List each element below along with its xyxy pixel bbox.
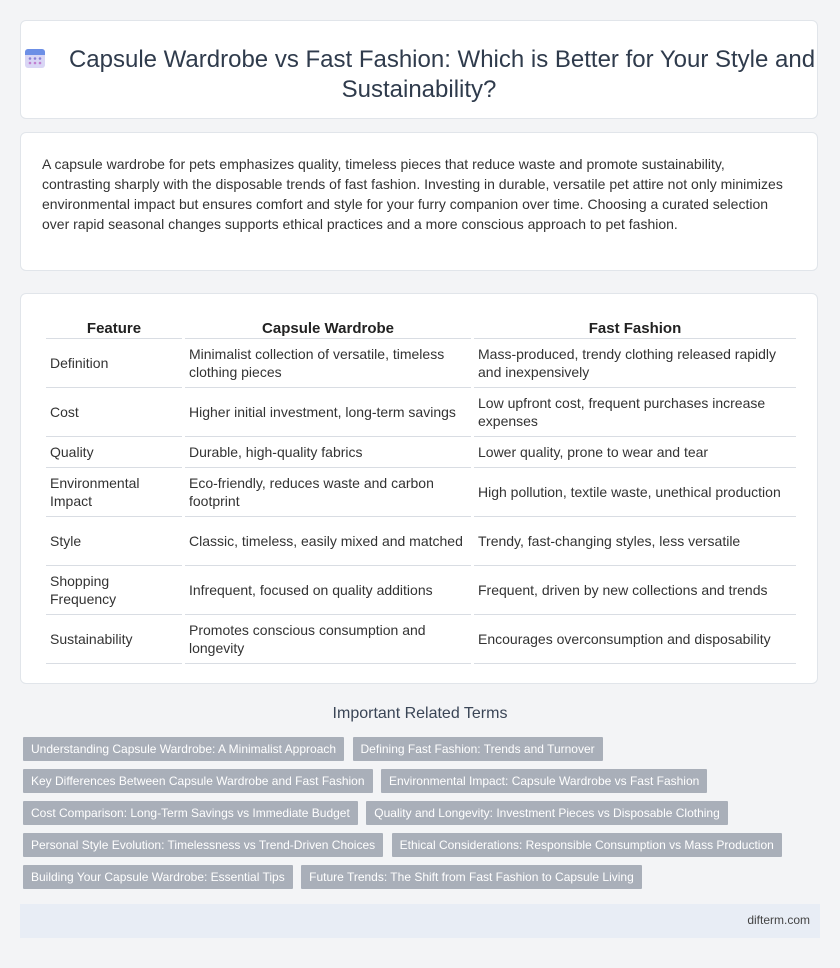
table-cell: Lower quality, prone to wear and tear (474, 437, 796, 468)
related-term-tag[interactable]: Cost Comparison: Long-Term Savings vs Immediate Budget (23, 801, 358, 825)
table-cell: Shopping Frequency (46, 566, 182, 615)
table-cell: Cost (46, 388, 182, 437)
table-row (46, 615, 796, 664)
column-header-capsule: Capsule Wardrobe (185, 316, 471, 339)
table-cell: Sustainability (46, 615, 182, 664)
related-term-tag[interactable]: Environmental Impact: Capsule Wardrobe vs Fast Fashion (381, 769, 707, 793)
related-term-tag[interactable]: Quality and Longevity: Investment Pieces vs Disposable Clothing (366, 801, 728, 825)
column-header-fast-fashion: Fast Fashion (474, 316, 796, 339)
table-cell: Higher initial investment, long-term savings (185, 388, 471, 437)
related-term-tag[interactable]: Key Differences Between Capsule Wardrobe and Fast Fashion (23, 769, 373, 793)
comparison-card (20, 293, 818, 684)
table-cell: Encourages overconsumption and disposability (474, 615, 796, 664)
table-row (46, 339, 796, 388)
footer (20, 904, 820, 938)
related-term-tag[interactable]: Personal Style Evolution: Timelessness vs Trend-Driven Choices (23, 833, 383, 857)
table-row (46, 517, 796, 566)
calendar-grid-icon (23, 46, 47, 70)
related-term-tag[interactable]: Building Your Capsule Wardrobe: Essential Tips (23, 865, 293, 889)
table-row (46, 566, 796, 615)
related-term-tag[interactable]: Ethical Considerations: Responsible Consumption vs Mass Production (392, 833, 782, 857)
table-header-row (46, 316, 796, 339)
table-cell: Minimalist collection of versatile, timeless clothing pieces (185, 339, 471, 388)
table-cell: Trendy, fast-changing styles, less versatile (474, 517, 796, 566)
related-term-tag[interactable]: Understanding Capsule Wardrobe: A Minimalist Approach (23, 737, 344, 761)
table-cell: Low upfront cost, frequent purchases increase expenses (474, 388, 796, 437)
table-cell: Infrequent, focused on quality additions (185, 566, 471, 615)
related-term-tag[interactable]: Defining Fast Fashion: Trends and Turnover (353, 737, 603, 761)
table-row (46, 437, 796, 468)
table-cell: Frequent, driven by new collections and trends (474, 566, 796, 615)
related-terms-heading: Important Related Terms (332, 705, 508, 722)
related-terms-list (23, 737, 803, 897)
page-title-wrap (21, 45, 817, 105)
related-term-tag[interactable]: Future Trends: The Shift from Fast Fashion to Capsule Living (301, 865, 642, 889)
table-cell: Durable, high-quality fabrics (185, 437, 471, 468)
intro-paragraph: A capsule wardrobe for pets emphasizes quality, timeless pieces that reduce waste and promote sustainability, contrasting sharply with the disposable trends of fast fashion. Investing in durable, versatile pet attire not only minimizes environmental impact but ensures comfort and style for your furry companion over time. Choosing a curated selection over rapid seasonal changes supports ethical practices and a more conscious approach to pet fashion. (42, 156, 783, 232)
table-cell: High pollution, textile waste, unethical production (474, 468, 796, 517)
title-card (20, 20, 818, 119)
table-cell: Classic, timeless, easily mixed and matched (185, 517, 471, 566)
table-cell: Promotes conscious consumption and longevity (185, 615, 471, 664)
table-cell: Definition (46, 339, 182, 388)
table-row (46, 388, 796, 437)
table-cell: Mass-produced, trendy clothing released rapidly and inexpensively (474, 339, 796, 388)
page-title: Capsule Wardrobe vs Fast Fashion: Which is Better for Your Style and Sustainability? (68, 46, 816, 103)
table-cell: Environmental Impact (46, 468, 182, 517)
table-cell: Quality (46, 437, 182, 468)
table-cell: Style (46, 517, 182, 566)
comparison-table (43, 316, 799, 664)
column-header-feature: Feature (46, 316, 182, 339)
table-row (46, 468, 796, 517)
footer-site-link[interactable]: difterm.com (747, 913, 810, 927)
table-cell: Eco-friendly, reduces waste and carbon footprint (185, 468, 471, 517)
intro-card (20, 132, 818, 271)
